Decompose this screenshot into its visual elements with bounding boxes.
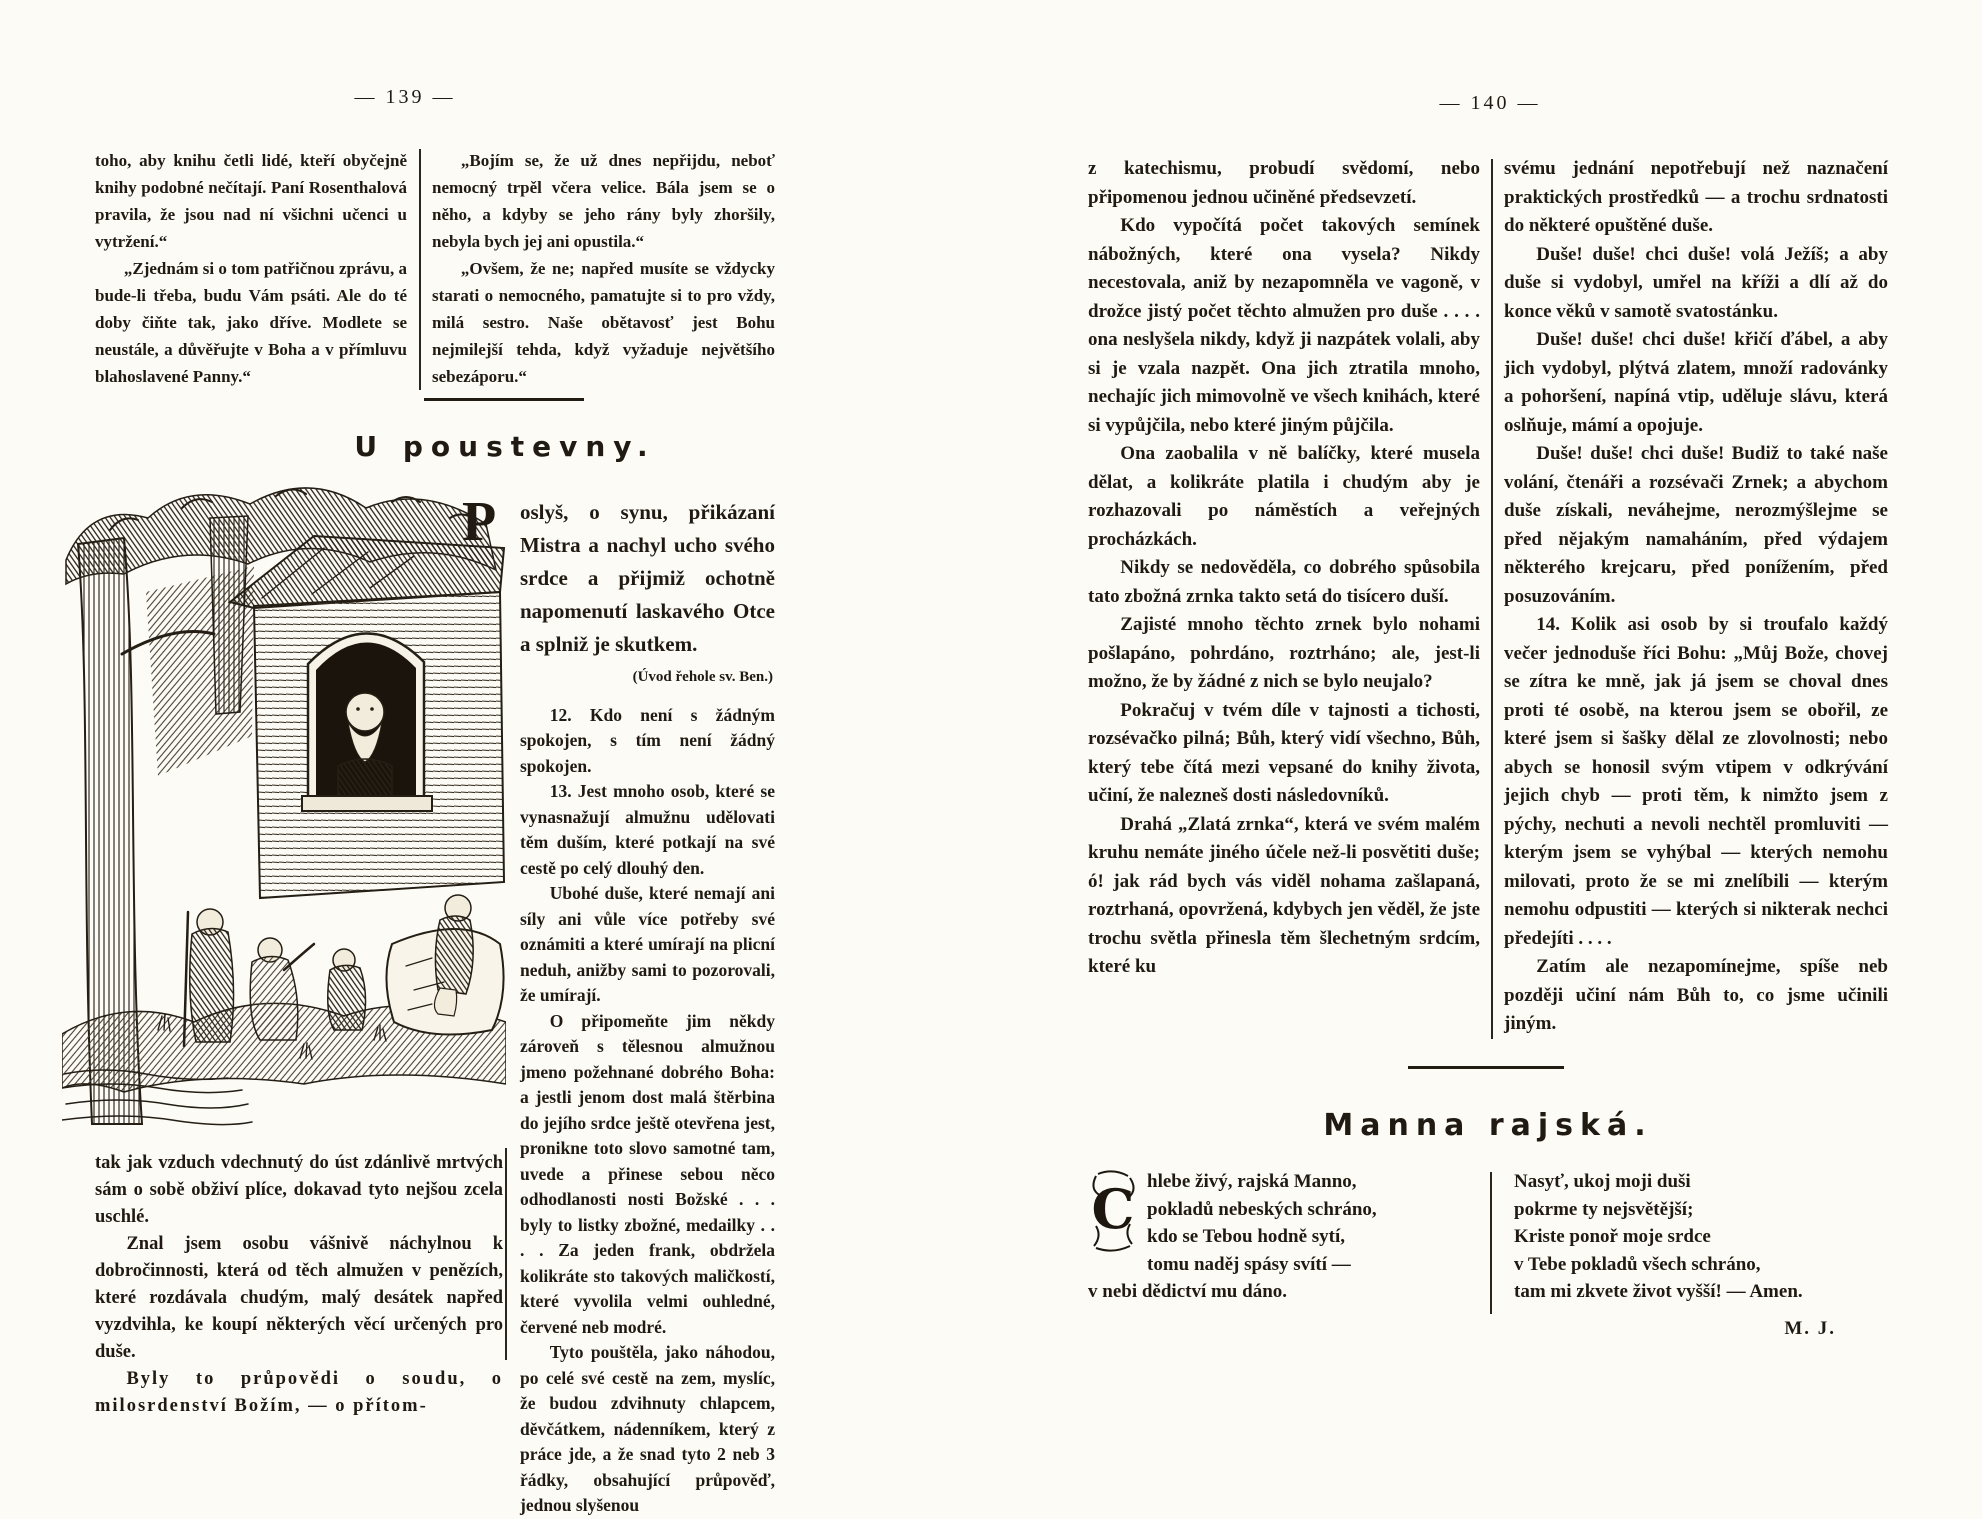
paragraph: Znal jsem osobu vášnivě náchylnou k dobročinnosti, která od těch almužen v penězích, které rozdávala chudým, malý desátek napřed vyzdvihla, ke koupí některých věcí určených pro duše. [95, 1234, 503, 1362]
verse-line: Nasyť, ukoj moji duši [1514, 1171, 1691, 1192]
page-139-lower-left-column [95, 1150, 503, 1420]
paragraph: Byly to průpovědi o soudu, o milosrdenství Božím, — o přítom- [95, 1369, 503, 1416]
paragraph: Ona zaobalila v ně balíčky, které musela dělat, a kolikráte platila i chudým aby je rozhazovali po náměstích a veřejných procházkách. [1088, 443, 1480, 550]
verse-right [1506, 1168, 1894, 1342]
paragraph: „Zjednám si o tom patřičnou zprávu, a bude-li třeba, budu Vám psáti. Ale do té doby čiňte tak, jako dříve. Modlete se neustále, a důvěřujte v Boha a v přímluvu blahoslavené Panny.“ [95, 259, 407, 386]
verse-line: v nebi dědictví mu dáno. [1088, 1281, 1288, 1302]
drop-cap: P [462, 491, 497, 553]
paragraph: O připomeňte jim někdy zároveň s tělesnou almužnou jmeno požehnané dobrého Boha: a jestli jenom dost malá štěrbina do jejího srdce ještě otevřena jest, pronikne toto slovo samotné tam, uvede a přinese sebou něco odhodlanosti nosti Božské . . . byly to listky zbožné, medailky . . . . Za jeden frank, obdržela kolikráte sto takových maličkostí, které vyvolila velmi ouhledné, červené neb modré. [520, 1010, 775, 1337]
epigraph [462, 491, 775, 661]
column-divider [419, 149, 421, 390]
paragraph: Duše! duše! chci duše! volá Ježíš; a aby duše si vydobyl, umřel na kříži a dlí až do konce věků v samotě svatostánku. [1504, 243, 1888, 322]
column-divider [505, 1148, 507, 1360]
paragraph: toho, aby knihu četli lidé, kteří obyčejně knihy podobné nečítají. Paní Rosenthalová pravila, že jsou nad ní všichni učenci u vytržení.“ [95, 151, 407, 251]
hymn-verses [1088, 1168, 1894, 1342]
verse-line: v Tebe pokladů všech schráno, [1514, 1253, 1761, 1275]
paragraph: 12. Kdo není s žádným spokojen, s tím není žádný spokojen. [520, 704, 775, 776]
page-139-lower-right-column [462, 491, 775, 1519]
column-divider [1491, 159, 1493, 1039]
paragraph: Duše! duše! chci duše! Budiž to také naše volání, čtenáři a rozsévači Zrnek; a abychom duše získali, neváhejme, nerozmýšlejme se před nějakým namaháním, před výdajem některého krejcaru, před ponížením, před posuzováním. [1504, 443, 1888, 607]
section-rule [424, 398, 584, 401]
paragraph: „Ovšem, že ne; napřed musíte se vždycky starati o nemocného, pamatujte si to pro vždy, milá sestro. Naše obětavosť jest Bohu nejmilejší tehda, když vyžaduje největšího sebezáporu.“ [432, 259, 775, 386]
page-139-top-columns [95, 147, 775, 390]
svg-text:C: C [1091, 1177, 1135, 1241]
paragraph: Nikdy se nedověděla, co dobrého spůsobila tato zbožná zrnka takto setá do tisícero duší. [1088, 557, 1480, 607]
verse-left [1088, 1168, 1480, 1342]
paragraph: Kdo vypočítá počet takových semínek nábožných, které ona vysela? Nikdy necestovala, aniž by nezapomněla ve vagoně, v drožce jistý počet těchto almužen pro duše . . . . ona neslyšela nikdy, když ji nazpátek volali, aby si je vzala nazpět. Ona jich ztratila mnoho, nechajíc jich mimovolně ve všech knihách, které si vypůjčila, nebo které jiným půjčila. [1088, 215, 1480, 436]
paragraph: tak jak vzduch vdechnutý do úst zdánlivě mrtvých sám o sobě obživí plíce, dokavad tyto nejšou zcela uschlé. [95, 1153, 503, 1227]
paragraph: Ubohé duše, které nemají ani síly ani vůle více potřeby své oznámiti a které umírají na plicní neduh, anižby sami to pozorovali, že umírají. [520, 883, 775, 1005]
paragraph: svému jednání nepotřebují než naznačení praktických prostředků — a trochu srdnatosti do některé opuštěné duše. [1504, 158, 1888, 236]
paragraph: Drahá „Zlatá zrnka“, která ve svém malém kruhu nemáte jiného účele než-li posvětiti duše; ó! jak rád bych vás viděl nohama zašlapaná, roztrhaná, opovržená, kdybych jen věděl, že jste trochu světla přinesla těm šlechetným srdcím, které ku [1088, 813, 1480, 977]
paragraph: z katechismu, probudí svědomí, nebo připomenou jednou učiněné předsevzetí. [1088, 158, 1480, 208]
verse-line: hlebe živý, rajská Manno, [1147, 1171, 1357, 1192]
page-number-139: — 139 — [354, 86, 456, 108]
paragraph: „Bojím se, že už dnes nepřijdu, neboť nemocný trpěl včera velice. Bála jsem se o něho, a kdyby se jeho rány byly zhoršily, nebyla bych jej ani opustila.“ [432, 151, 775, 251]
hermitage-woodcut-illustration [62, 474, 506, 1138]
ornate-initial-icon [1088, 1170, 1138, 1252]
section-heading-manna-rajska: Manna rajská. [1323, 1108, 1653, 1143]
text-column-right [1504, 155, 1888, 1039]
verse-line: pokladů nebeských schráno, [1147, 1198, 1377, 1220]
author-signature: M. J. [1784, 1317, 1836, 1339]
text-column-left [95, 147, 407, 390]
page-140-columns [1088, 155, 1888, 1039]
verse-line: tomu naděj spásy svítí — [1147, 1253, 1351, 1275]
paragraph: 14. Kolik asi osob by si troufalo každý večer jednoduše říci Bohu: „Můj Bože, chovej se zítra ke mně, jak já jsem se choval dnes proti té osobě, na kterou jsem se obořil, ze které jsem si šašky dělal ze zlovolnosti; nebo abych se honosil svým vtipem v odkrývání jejich chyb — proti těm, k nimžto jsem z pýchy, nechuti a nevoli nechtěl promluviti — kterým jsem se vyhýbal — kterých nemohu milovati, proto že se mi znelíbili — kterým nemohu odpustiti — kterých si nikterak nechci předejíti . . . . [1504, 614, 1888, 949]
text-column-right [432, 147, 775, 390]
section-rule [1408, 1066, 1564, 1069]
verse-line: kdo se Tebou hodně sytí, [1147, 1226, 1345, 1247]
paragraph: Pokračuj v tvém díle v tajnosti a tichosti, rozsévačko pilná; Bůh, který vidí všechno, Bůh, který tebe čítá mezi vepsané do knihy života, učiní, že nalezneš dosti následovníků. [1088, 699, 1480, 806]
epigraph-text: oslyš, o synu, přikázaní Mistra a nachyl ucho svého srdce a přijmiž ochotně napomenutí laskavého Otce a splniž je skutkem. [520, 500, 775, 656]
paragraph: Tyto pouštěla, jako náhodou, po celé své cestě na zem, myslíc, že budou zdvihnuty chlapcem, děvčátkem, nádenníkem, který z práce jde, a že snad tyto 2 neb 3 řádky, obsahující průpověď, jednou slyšenou [520, 1342, 775, 1515]
paragraph: Zajisté mnoho těchto zrnek bylo nohami pošlapáno, pohrdáno, roztrháno; ale, jest-li možno, že by žádné z nich se bylo neujalo? [1088, 614, 1480, 692]
section-heading-u-poustevny: U poustevny. [354, 430, 656, 463]
verse-line: pokrme ty nejsvětější; [1514, 1198, 1694, 1220]
paragraph: 13. Jest mnoho osob, které se vynasnažují almužnu udělovati těm duším, které potkají na své cestě po celý dlouhý den. [520, 781, 775, 878]
verse-divider [1490, 1172, 1492, 1314]
verse-line: Kriste ponoř moje srdce [1514, 1226, 1711, 1247]
ornate-initial [1088, 1170, 1138, 1252]
epigraph-attribution: (Úvod řehole sv. Ben.) [632, 669, 773, 685]
verse-line: tam mi zkvete život vyšší! — Amen. [1514, 1281, 1803, 1302]
paragraph: Duše! duše! chci duše! křičí ďábel, a aby jich vydobyl, plýtvá zlatem, množí radovánky a pohoršení, napíná vtip, uděluje slávu, která oslňuje, mámí a opojuje. [1504, 329, 1888, 436]
text-column-left [1088, 155, 1480, 1039]
paragraph: Zatím ale nezapomínejme, spíše neb později učiní nám Bůh to, co jsme učinili jiným. [1504, 956, 1888, 1034]
page-number-140: — 140 — [1439, 92, 1541, 114]
